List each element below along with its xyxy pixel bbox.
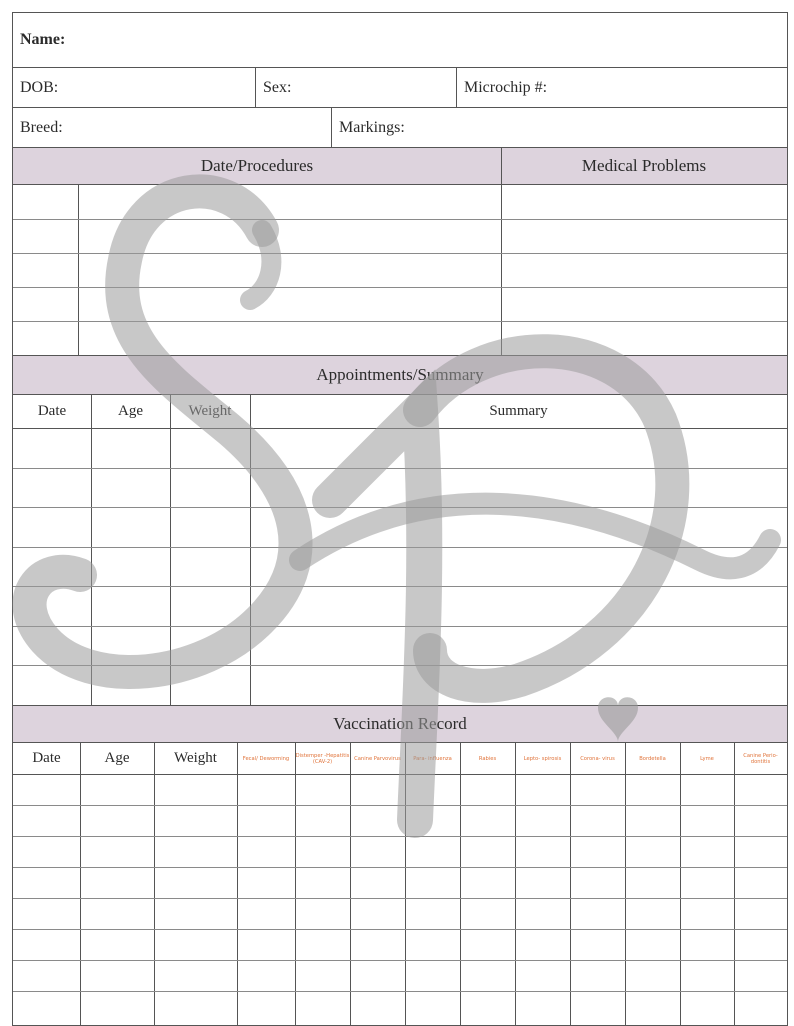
sex-label: Sex: xyxy=(263,78,292,96)
name-row xyxy=(13,13,787,68)
vaccine-header: Distemper -Hepatitis (CAV-2) xyxy=(295,752,350,765)
vaccine-header: Lyme xyxy=(700,755,714,762)
vac-date-header: Date xyxy=(32,750,61,766)
procedures-grid[interactable] xyxy=(13,185,787,355)
vaccination-title: Vaccination Record xyxy=(333,714,467,733)
vaccine-header: Canine Perio- dontitis xyxy=(743,752,778,765)
name-field[interactable] xyxy=(13,13,787,67)
name-label: Name: xyxy=(20,31,66,48)
appt-summary-header: Summary xyxy=(489,403,548,419)
appt-age-header: Age xyxy=(118,403,143,419)
vaccination-band xyxy=(13,705,787,743)
microchip-field[interactable] xyxy=(456,68,787,107)
appointments-band xyxy=(13,355,787,395)
markings-field[interactable] xyxy=(331,108,787,147)
vac-age-header: Age xyxy=(104,750,130,766)
appointments-grid[interactable] xyxy=(13,395,787,705)
vaccine-header: Bordetella xyxy=(639,755,666,762)
vaccine-header: Corona- virus xyxy=(580,755,615,762)
medical-problems-title: Medical Problems xyxy=(581,156,707,175)
dob-row xyxy=(13,68,787,108)
date-procedures-title: Date/Procedures xyxy=(200,156,314,175)
markings-label: Markings: xyxy=(339,118,405,136)
microchip-label: Microchip #: xyxy=(464,78,548,96)
breed-field[interactable] xyxy=(13,108,331,147)
vac-weight-header: Weight xyxy=(174,750,217,766)
vaccine-header: Fecal/ Deworming xyxy=(242,755,290,762)
breed-label: Breed: xyxy=(20,118,63,136)
dob-field[interactable] xyxy=(13,68,255,107)
vaccine-header: Lepto- spirosis xyxy=(523,755,562,762)
breed-row xyxy=(13,108,787,147)
vaccine-header: Para- influenza xyxy=(413,755,452,762)
vaccination-grid[interactable] xyxy=(13,743,787,1025)
procedures-band xyxy=(13,147,787,185)
appt-date-header: Date xyxy=(37,403,67,419)
dob-label: DOB: xyxy=(20,78,59,96)
appt-weight-header: Weight xyxy=(188,403,232,419)
appointments-title: Appointments/Summary xyxy=(316,365,484,384)
vaccine-header: Canine Parvovirus xyxy=(354,755,401,762)
vaccine-header: Rabies xyxy=(478,755,497,762)
pet-health-record-form xyxy=(12,12,788,1026)
sex-field[interactable] xyxy=(255,68,456,107)
